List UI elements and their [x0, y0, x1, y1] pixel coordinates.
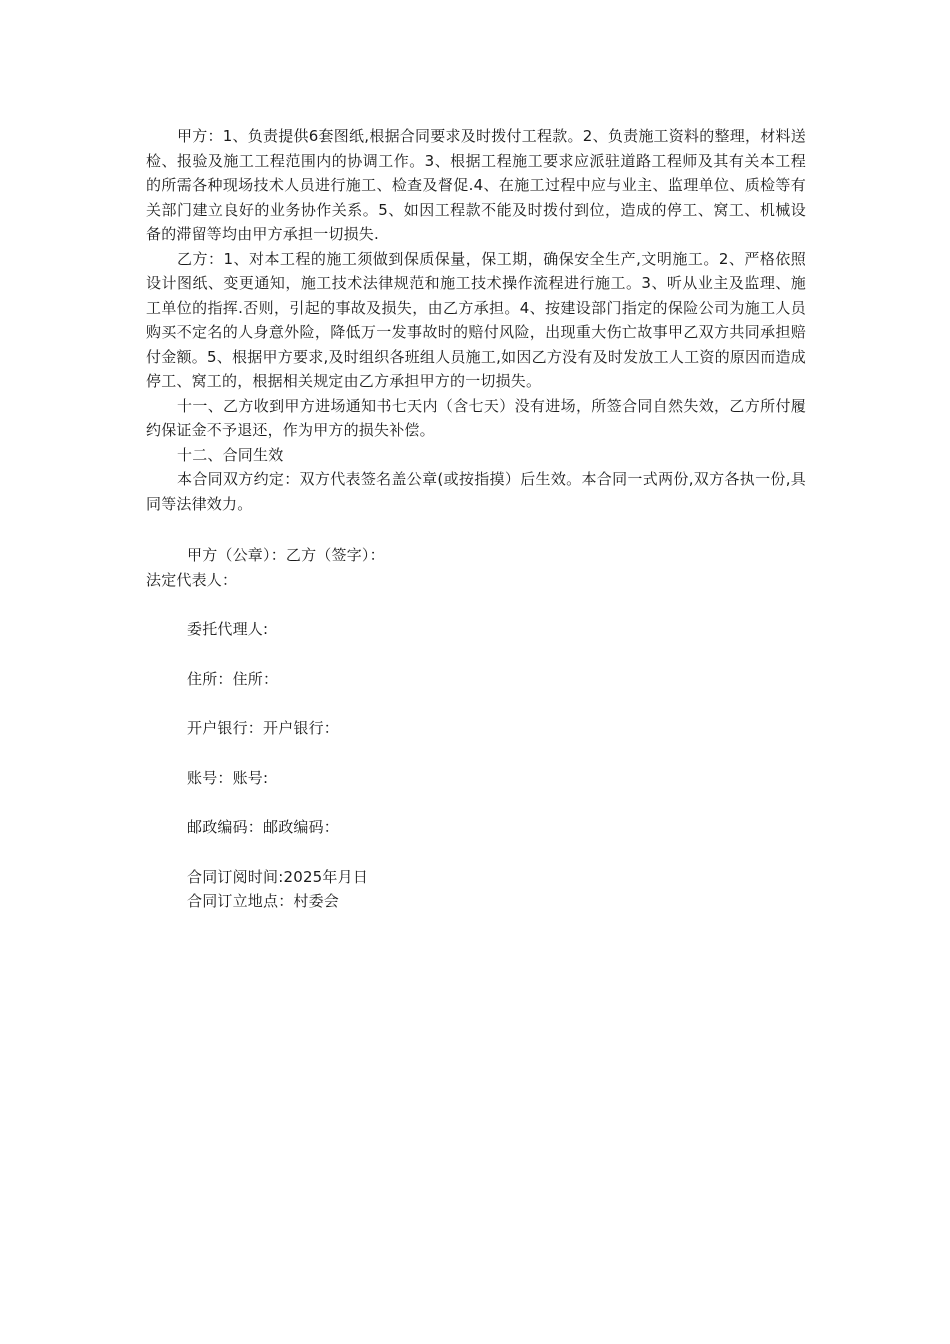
- clause-11: 十一、乙方收到甲方进场通知书七天内（含七天）没有进场，所签合同自然失效，乙方所付履约保证金不予退还，作为甲方的损失补偿。: [146, 396, 806, 439]
- signature-parties: 甲方（公章）：乙方（签字）：: [187, 546, 385, 564]
- signature-account: 账号：账号:: [187, 768, 269, 787]
- clause-12-title: 十二、合同生效: [177, 445, 284, 464]
- signature-date: 合同订阅时间:2025年月日: [187, 867, 369, 886]
- signature-place: 合同订立地点：村委会: [187, 892, 340, 910]
- signature-legal-rep: 法定代表人：: [146, 570, 238, 589]
- clause-12-body: 本合同双方约定：双方代表签名盖公章(或按指摸）后生效。本合同一式两份,双方各执一份,具同等法律效力。: [146, 470, 806, 513]
- signature-postal: 邮政编码：邮政编码：: [187, 818, 340, 836]
- signature-block: [146, 543, 806, 914]
- party-a-obligations: 甲方：1、负责提供6套图纸,根据合同要求及时拨付工程款。2、负责施工资料的整理，材料送检、报验及施工工程范围内的协调工作。3、根据工程施工要求应派驻道路工程师及其有关本工程的所需各种现场技术人员进行施工、检查及督促.4、在施工过程中应与业主、监理单位、质检等有关部门建立良好的业务协作关系。5、如因工程款不能及时拨付到位，造成的停工、窝工、机械设备的滞留等均由甲方承担一切损失.: [146, 127, 806, 243]
- signature-address: 住所：住所：: [187, 669, 279, 688]
- contract-body: [146, 124, 806, 914]
- signature-agent: 委托代理人:: [187, 620, 269, 638]
- party-b-obligations: 乙方：1、对本工程的施工须做到保质保量，保工期，确保安全生产,文明施工。2、严格依照设计图纸、变更通知，施工技术法律规范和施工技术操作流程进行施工。3、听从业主及监理、施工单位的指挥.否则，引起的事故及损失，由乙方承担。4、按建设部门指定的保险公司为施工人员购买不定名的人身意外险，降低万一发事故时的赔付风险，出现重大伤亡故事甲乙双方共同承担赔付金额。5、根据甲方要求,及时组织各班组人员施工,如因乙方没有及时发放工人工资的原因而造成停工、窝工的，根据相关规定由乙方承担甲方的一切损失。: [146, 249, 806, 390]
- signature-bank: 开户银行：开户银行：: [187, 719, 340, 737]
